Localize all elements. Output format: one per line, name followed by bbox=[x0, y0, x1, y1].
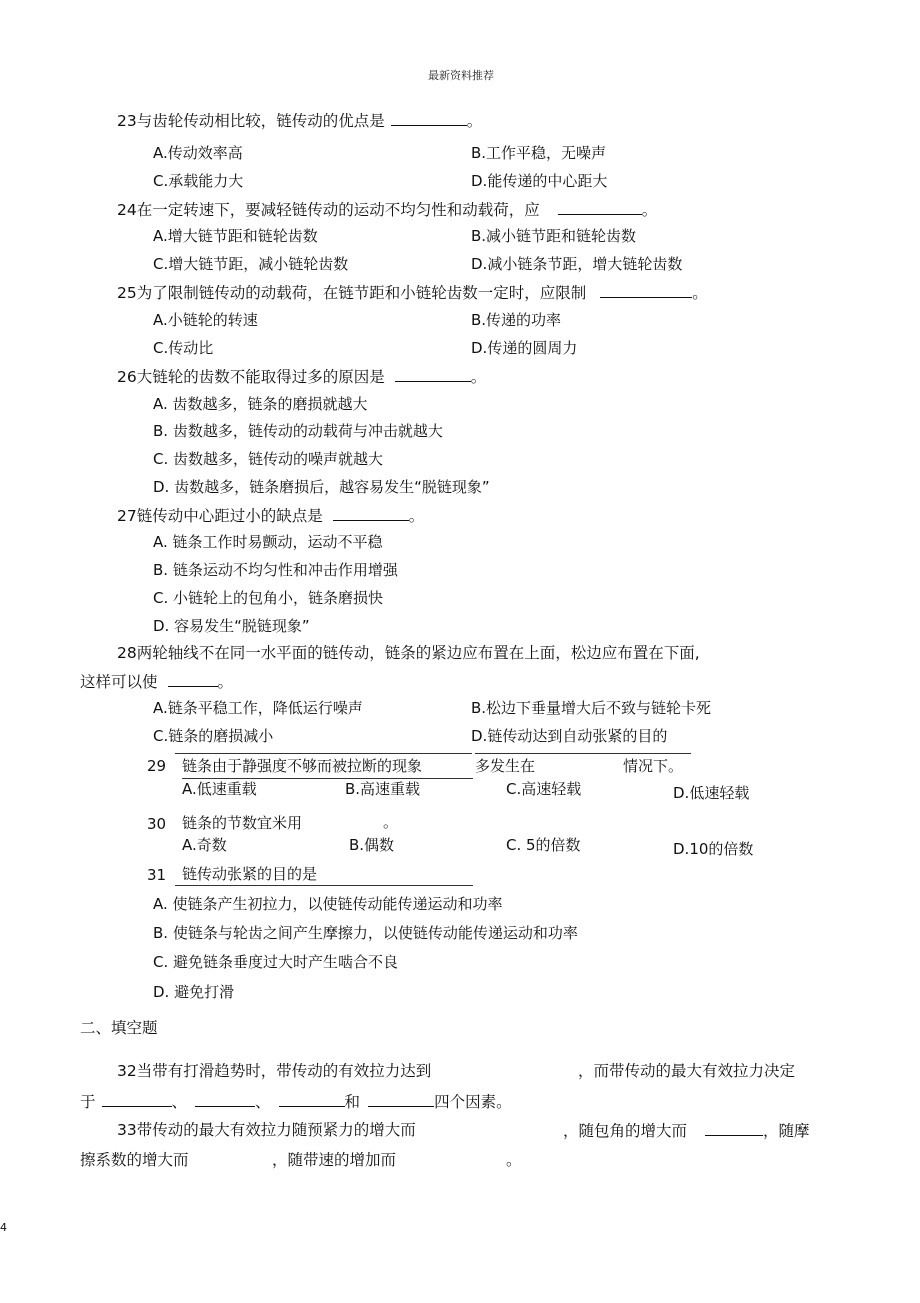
option-b[interactable]: B.传递的功率 bbox=[471, 311, 562, 329]
option-a[interactable]: A.小链轮的转速 bbox=[153, 311, 258, 329]
option-a[interactable]: A. 链条工作时易颤动，运动不平稳 bbox=[153, 533, 383, 551]
question-28-stem-line2 bbox=[80, 674, 233, 691]
question-31-number: 31 bbox=[147, 866, 167, 884]
answer-blank[interactable] bbox=[168, 674, 218, 687]
answer-blank[interactable] bbox=[175, 885, 473, 886]
option-b[interactable]: B. 链条运动不均匀性和冲击作用增强 bbox=[153, 561, 398, 579]
option-d[interactable]: D. 避免打滑 bbox=[153, 983, 235, 1001]
option-a[interactable]: A. 使链条产生初拉力，以使链传动能传递运动和功率 bbox=[153, 895, 503, 913]
option-c[interactable]: C.传动比 bbox=[153, 339, 214, 357]
option-c[interactable]: C. 避免链条垂度过大时产生啮合不良 bbox=[153, 953, 399, 971]
option-a[interactable]: A.链条平稳工作，降低运行噪声 bbox=[153, 699, 363, 717]
question-33-line2: ，随带速的增加而 bbox=[272, 1151, 397, 1169]
question-32-line1: 32当带有打滑趋势时，带传动的有效拉力达到 bbox=[117, 1062, 432, 1080]
question-29-stem: 情况下。 bbox=[623, 757, 684, 775]
question-28-stem-line1: 28两轮轴线不在同一水平面的链传动，链条的紧边应布置在上面，松边应布置在下面, bbox=[117, 644, 700, 662]
option-d[interactable]: D.10的倍数 bbox=[673, 840, 754, 858]
question-33-line1: 33带传动的最大有效拉力随预紧力的增大而 bbox=[117, 1121, 416, 1139]
period: 。 bbox=[408, 507, 425, 525]
answer-blank[interactable] bbox=[705, 1123, 763, 1136]
question-33-line1 bbox=[563, 1123, 810, 1140]
question-29-number: 29 bbox=[147, 757, 167, 775]
question-33-line2: 。 bbox=[506, 1151, 522, 1169]
question-30-stem: 链条的节数宜米用 bbox=[182, 814, 303, 832]
answer-blank[interactable] bbox=[195, 1094, 255, 1107]
option-d[interactable]: D.传递的圆周力 bbox=[471, 339, 578, 357]
line-text: 于 bbox=[80, 1093, 96, 1111]
option-d[interactable]: D.减小链条节距，增大链轮齿数 bbox=[471, 255, 683, 273]
underline-rule bbox=[475, 753, 691, 754]
option-a[interactable]: A.传动效率高 bbox=[153, 144, 243, 162]
period: 。 bbox=[217, 673, 234, 691]
line-text: ，随摩 bbox=[763, 1122, 810, 1140]
question-26-stem bbox=[117, 369, 486, 386]
separator: 、 bbox=[255, 1093, 271, 1111]
option-d[interactable]: D. 容易发生“脱链现象” bbox=[153, 617, 310, 635]
question-33-line2: 擦系数的增大而 bbox=[80, 1151, 189, 1169]
stem-text: 25为了限制链传动的动载荷，在链节距和小链轮齿数一定时，应限制 bbox=[117, 284, 587, 302]
question-23-stem bbox=[117, 113, 482, 130]
answer-blank[interactable] bbox=[391, 113, 467, 126]
underline-rule bbox=[175, 753, 472, 754]
section-title: 二、填空题 bbox=[80, 1019, 158, 1037]
page-header: 最新资料推荐 bbox=[428, 69, 494, 82]
stem-text: 这样可以使 bbox=[80, 673, 158, 691]
answer-blank[interactable] bbox=[182, 778, 473, 779]
period: 。 bbox=[641, 201, 658, 219]
question-24-stem bbox=[117, 202, 657, 219]
option-b[interactable]: B.偶数 bbox=[349, 836, 395, 854]
stem-text: 27链传动中心距过小的缺点是 bbox=[117, 507, 323, 525]
option-d[interactable]: D.能传递的中心距大 bbox=[471, 172, 608, 190]
answer-blank[interactable] bbox=[333, 508, 409, 521]
option-c[interactable]: C. 小链轮上的包角小，链条磨损快 bbox=[153, 589, 384, 607]
separator: 和 bbox=[344, 1093, 361, 1111]
option-a[interactable]: A.奇数 bbox=[182, 836, 227, 854]
option-a[interactable]: A. 齿数越多，链条的磨损就越大 bbox=[153, 395, 368, 413]
option-c[interactable]: C.高速轻载 bbox=[506, 780, 582, 798]
question-29-stem: 链条由于静强度不够而被拉断的现象 bbox=[182, 757, 423, 775]
stem-text: 26大链轮的齿数不能取得过多的原因是 bbox=[117, 368, 385, 386]
option-b[interactable]: B.减小链节距和链轮齿数 bbox=[471, 227, 637, 245]
option-b[interactable]: B.松边下垂量增大后不致与链轮卡死 bbox=[471, 699, 712, 717]
question-31-stem: 链传动张紧的目的是 bbox=[182, 865, 318, 883]
option-a[interactable]: A.低速重载 bbox=[182, 780, 257, 798]
option-d[interactable]: D.链传动达到自动张紧的目的 bbox=[471, 727, 668, 745]
answer-blank[interactable] bbox=[368, 1094, 434, 1107]
answer-blank[interactable] bbox=[102, 1094, 172, 1107]
line-text: 四个因素。 bbox=[434, 1093, 512, 1111]
answer-blank[interactable] bbox=[279, 1094, 345, 1107]
option-c[interactable]: C.承载能力大 bbox=[153, 172, 244, 190]
stem-text: 24在一定转速下，要减轻链传动的运动不均匀性和动载荷，应 bbox=[117, 201, 540, 219]
line-text: ，随包角的增大而 bbox=[563, 1122, 688, 1140]
option-c[interactable]: C.增大链节距，减小链轮齿数 bbox=[153, 255, 349, 273]
answer-blank[interactable] bbox=[558, 202, 642, 215]
period: 。 bbox=[466, 112, 483, 130]
option-d[interactable]: D.低速轻载 bbox=[673, 784, 750, 802]
option-d[interactable]: D. 齿数越多，链条磨损后，越容易发生“脱链现象” bbox=[153, 478, 490, 496]
separator: 、 bbox=[171, 1093, 188, 1111]
option-a[interactable]: A.增大链节距和链轮齿数 bbox=[153, 227, 318, 245]
answer-blank[interactable] bbox=[600, 285, 692, 298]
option-c[interactable]: C.链条的磨损减小 bbox=[153, 727, 274, 745]
option-b[interactable]: B. 使链条与轮齿之间产生摩擦力，以使链传动能传递运动和功率 bbox=[153, 924, 578, 942]
option-c[interactable]: C. 5的倍数 bbox=[506, 836, 581, 854]
question-30-number: 30 bbox=[147, 815, 167, 833]
question-32-line1: ，而带传动的最大有效拉力决定 bbox=[578, 1062, 796, 1080]
question-25-stem bbox=[117, 285, 708, 302]
option-b[interactable]: B. 齿数越多，链传动的动载荷与冲击就越大 bbox=[153, 422, 443, 440]
period: 。 bbox=[692, 284, 708, 302]
stem-text: 23与齿轮传动相比较，链传动的优点是 bbox=[117, 112, 385, 130]
answer-blank[interactable] bbox=[395, 369, 471, 382]
period: 。 bbox=[383, 813, 399, 831]
page-number: 4 bbox=[0, 1221, 7, 1234]
question-32-line2 bbox=[80, 1094, 512, 1111]
question-29-stem: 多发生在 bbox=[475, 757, 536, 775]
option-b[interactable]: B.高速重载 bbox=[345, 780, 421, 798]
period: 。 bbox=[470, 368, 487, 386]
option-b[interactable]: B.工作平稳，无噪声 bbox=[471, 144, 607, 162]
question-27-stem bbox=[117, 508, 424, 525]
option-c[interactable]: C. 齿数越多，链传动的噪声就越大 bbox=[153, 450, 384, 468]
